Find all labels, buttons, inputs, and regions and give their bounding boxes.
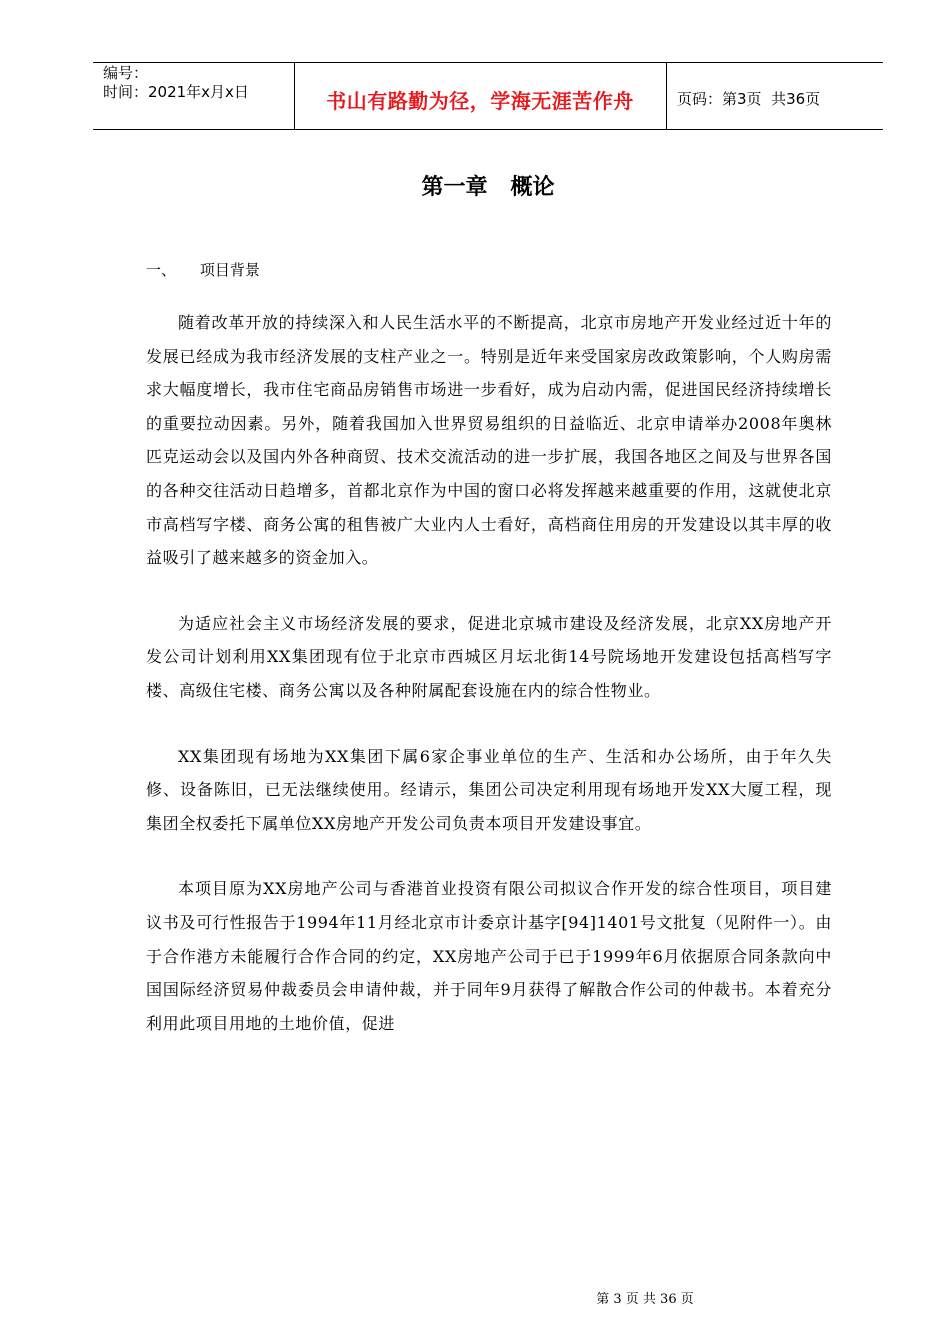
header-bottom-rule	[93, 129, 883, 130]
paragraph: 为适应社会主义市场经济发展的要求，促进北京城市建设及经济发展，北京XX房地产开发公司计划利用XX集团现有位于北京市西城区月坛北街14号院场地开发建设包括高档写字楼、高级住宅楼、商务公寓以及各种附属配套设施在内的综合性物业。	[146, 613, 832, 700]
header-meta	[103, 64, 249, 102]
header-time-label: 时间：2021年x月x日	[103, 83, 249, 101]
paragraph: 随着改革开放的持续深入和人民生活水平的不断提高，北京市房地产开发业经过近十年的发展已经成为我市经济发展的支柱产业之一。特别是近年来受国家房改政策影响，个人购房需求大幅度增长，我市住宅商品房销售市场进一步看好，成为启动内需，促进国民经济持续增长的重要拉动因素。另外，随着我国加入世界贸易组织的日益临近、北京申请举办2008年奥林匹克运动会以及国内外各种商贸、技术交流活动的进一步扩展，我国各地区之间及与世界各国的各种交往活动日趋增多，首都北京作为中国的窗口必将发挥越来越重要的作用，这就使北京市高档写字楼、商务公寓的租售被广大业内人士看好，高档商住用房的开发建设以其丰厚的收益吸引了越来越多的资金加入。	[146, 313, 832, 568]
header-motto: 书山有路勤为径，学海无涯苦作舟	[326, 89, 634, 113]
paragraph: 本项目原为XX房地产公司与香港首业投资有限公司拟议合作开发的综合性项目，项目建议书及可行性报告于1994年11月经北京市计委京计基字[94]1401号文批复（见附件一）。由于合作港方未能履行合作合同的约定，XX房地产公司于已于1999年6月依据原合同条款向中国国际经济贸易仲裁委员会申请仲裁，并于同年9月获得了解散合作公司的仲裁书。本着充分利用此项目用地的土地价值，促进	[146, 879, 832, 1033]
header-top-rule	[93, 62, 883, 63]
chapter-title: 第一章 概论	[421, 175, 555, 200]
header-number-label: 编号：	[103, 64, 149, 82]
header-page-info: 页码：第3页 共36页	[677, 90, 821, 108]
document-body	[146, 306, 832, 1072]
section-heading: 一、 项目背景	[146, 261, 260, 279]
paragraph: XX集团现有场地为XX集团下属6家企事业单位的生产、生活和办公场所，由于年久失修、设备陈旧，已无法继续使用。经请示，集团公司决定利用现有场地开发XX大厦工程，现集团全权委托下属单位XX房地产开发公司负责本项目开发建设事宜。	[146, 746, 832, 833]
header-divider-right	[666, 62, 667, 129]
footer-page-number: 第 3 页 共 36 页	[596, 1292, 694, 1307]
